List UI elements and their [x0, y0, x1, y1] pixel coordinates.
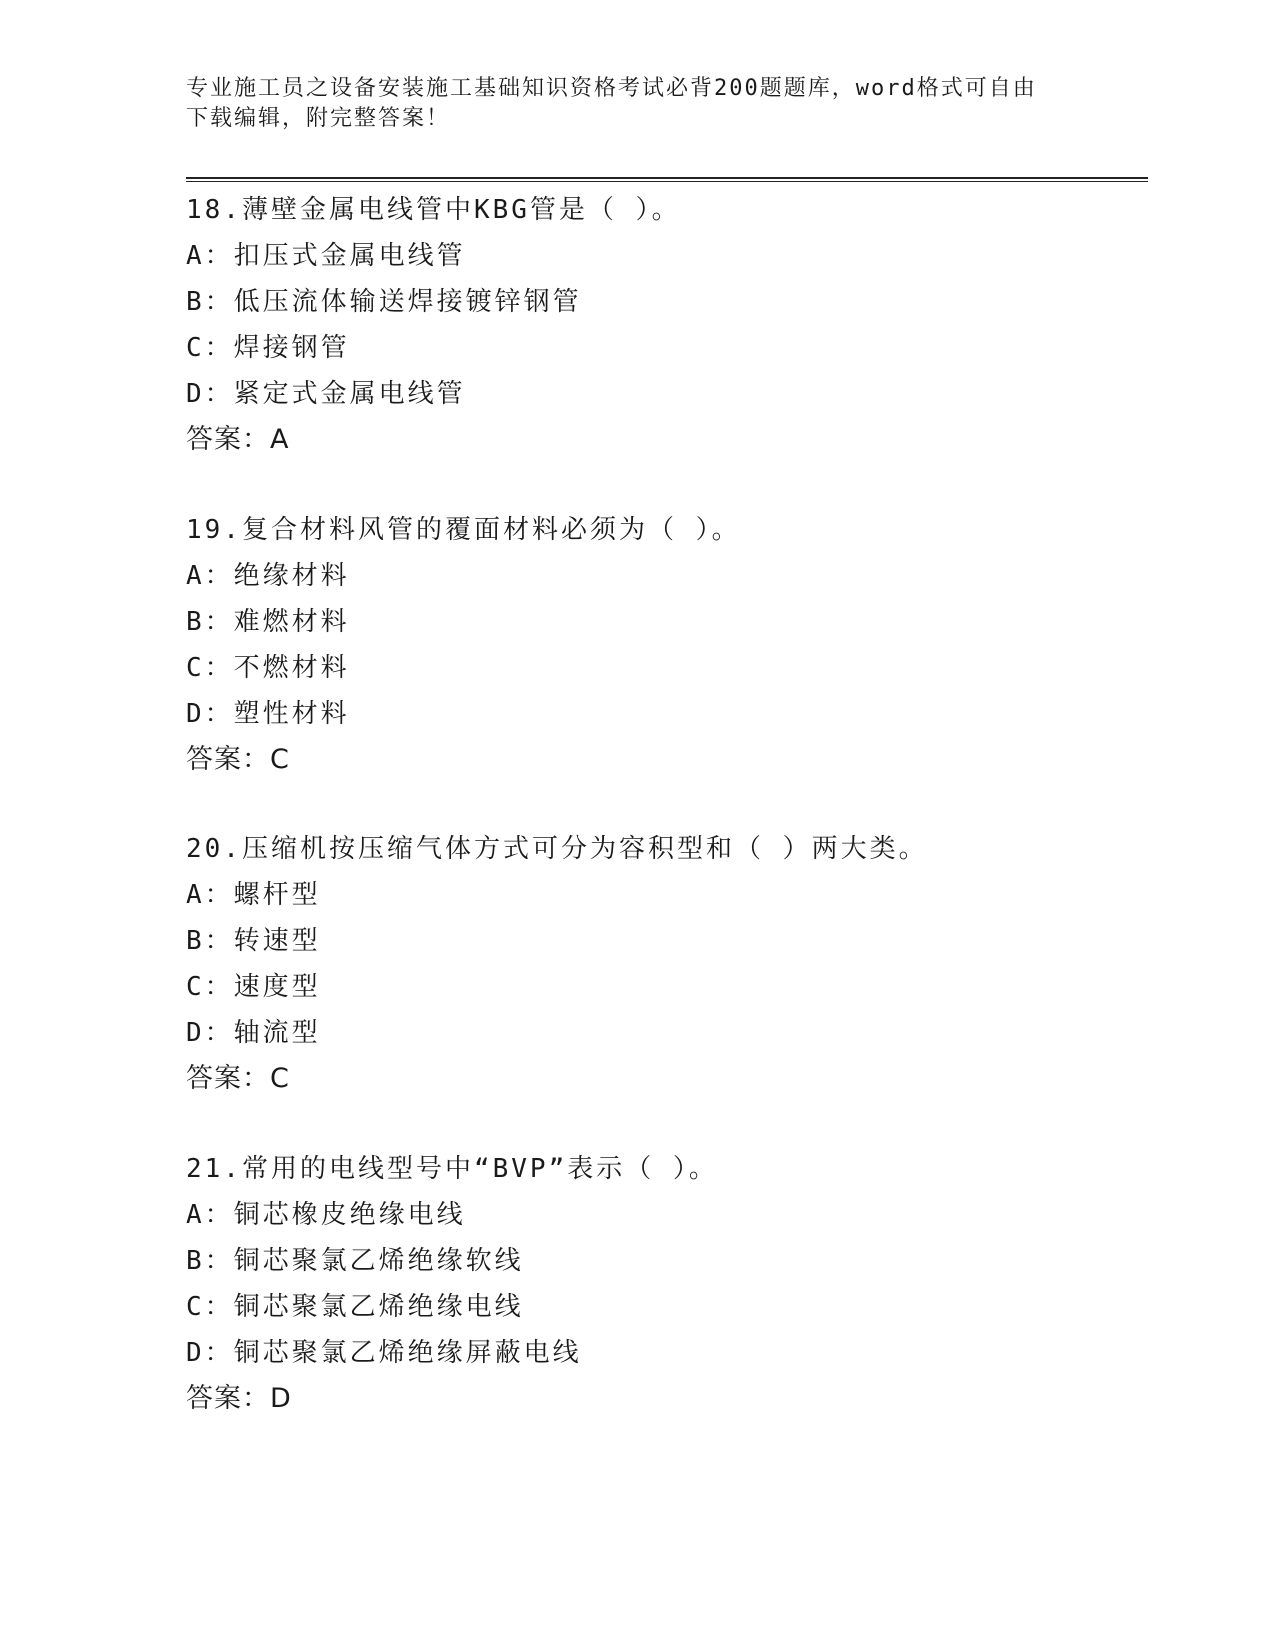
answer-label: 答案：A — [186, 424, 290, 455]
option-d: D：紧定式金属电线管 — [186, 379, 466, 409]
option-a: A：铜芯橡皮绝缘电线 — [186, 1200, 466, 1230]
option-d: D：铜芯聚氯乙烯绝缘屏蔽电线 — [186, 1338, 582, 1368]
question-20 — [186, 826, 1166, 1102]
answer-label: 答案：D — [186, 1383, 292, 1414]
header-line-2: 下载编辑，附完整答案！ — [186, 106, 451, 131]
question-18 — [186, 187, 1166, 463]
question-19 — [186, 507, 1166, 783]
option-d: D：塑性材料 — [186, 699, 350, 729]
header-line-1: 专业施工员之设备安装施工基础知识资格考试必背200题题库，word格式可自由 — [186, 76, 1037, 101]
option-c: C：焊接钢管 — [186, 333, 350, 363]
document-header — [186, 74, 1066, 134]
question-stem: 18.薄壁金属电线管中KBG管是（ ）。 — [186, 195, 681, 225]
option-b: B：难燃材料 — [186, 607, 350, 637]
option-b: B：低压流体输送焊接镀锌钢管 — [186, 287, 582, 317]
option-c: C：速度型 — [186, 972, 321, 1002]
option-a: A：扣压式金属电线管 — [186, 241, 466, 271]
option-d: D：轴流型 — [186, 1018, 321, 1048]
header-divider-thin — [186, 181, 1148, 182]
question-stem: 19.复合材料风管的覆面材料必须为（ ）。 — [186, 515, 741, 545]
option-a: A：螺杆型 — [186, 880, 321, 910]
option-b: B：铜芯聚氯乙烯绝缘软线 — [186, 1246, 524, 1276]
question-stem: 21.常用的电线型号中“BVP”表示（ ）。 — [186, 1154, 718, 1184]
option-b: B：转速型 — [186, 926, 321, 956]
option-a: A：绝缘材料 — [186, 561, 350, 591]
question-21 — [186, 1146, 1166, 1422]
answer-label: 答案：C — [186, 1063, 290, 1094]
question-stem: 20.压缩机按压缩气体方式可分为容积型和（ ）两大类。 — [186, 834, 928, 864]
answer-label: 答案：C — [186, 744, 290, 775]
header-divider-thick — [186, 177, 1148, 179]
option-c: C：不燃材料 — [186, 653, 350, 683]
option-c: C：铜芯聚氯乙烯绝缘电线 — [186, 1292, 524, 1322]
